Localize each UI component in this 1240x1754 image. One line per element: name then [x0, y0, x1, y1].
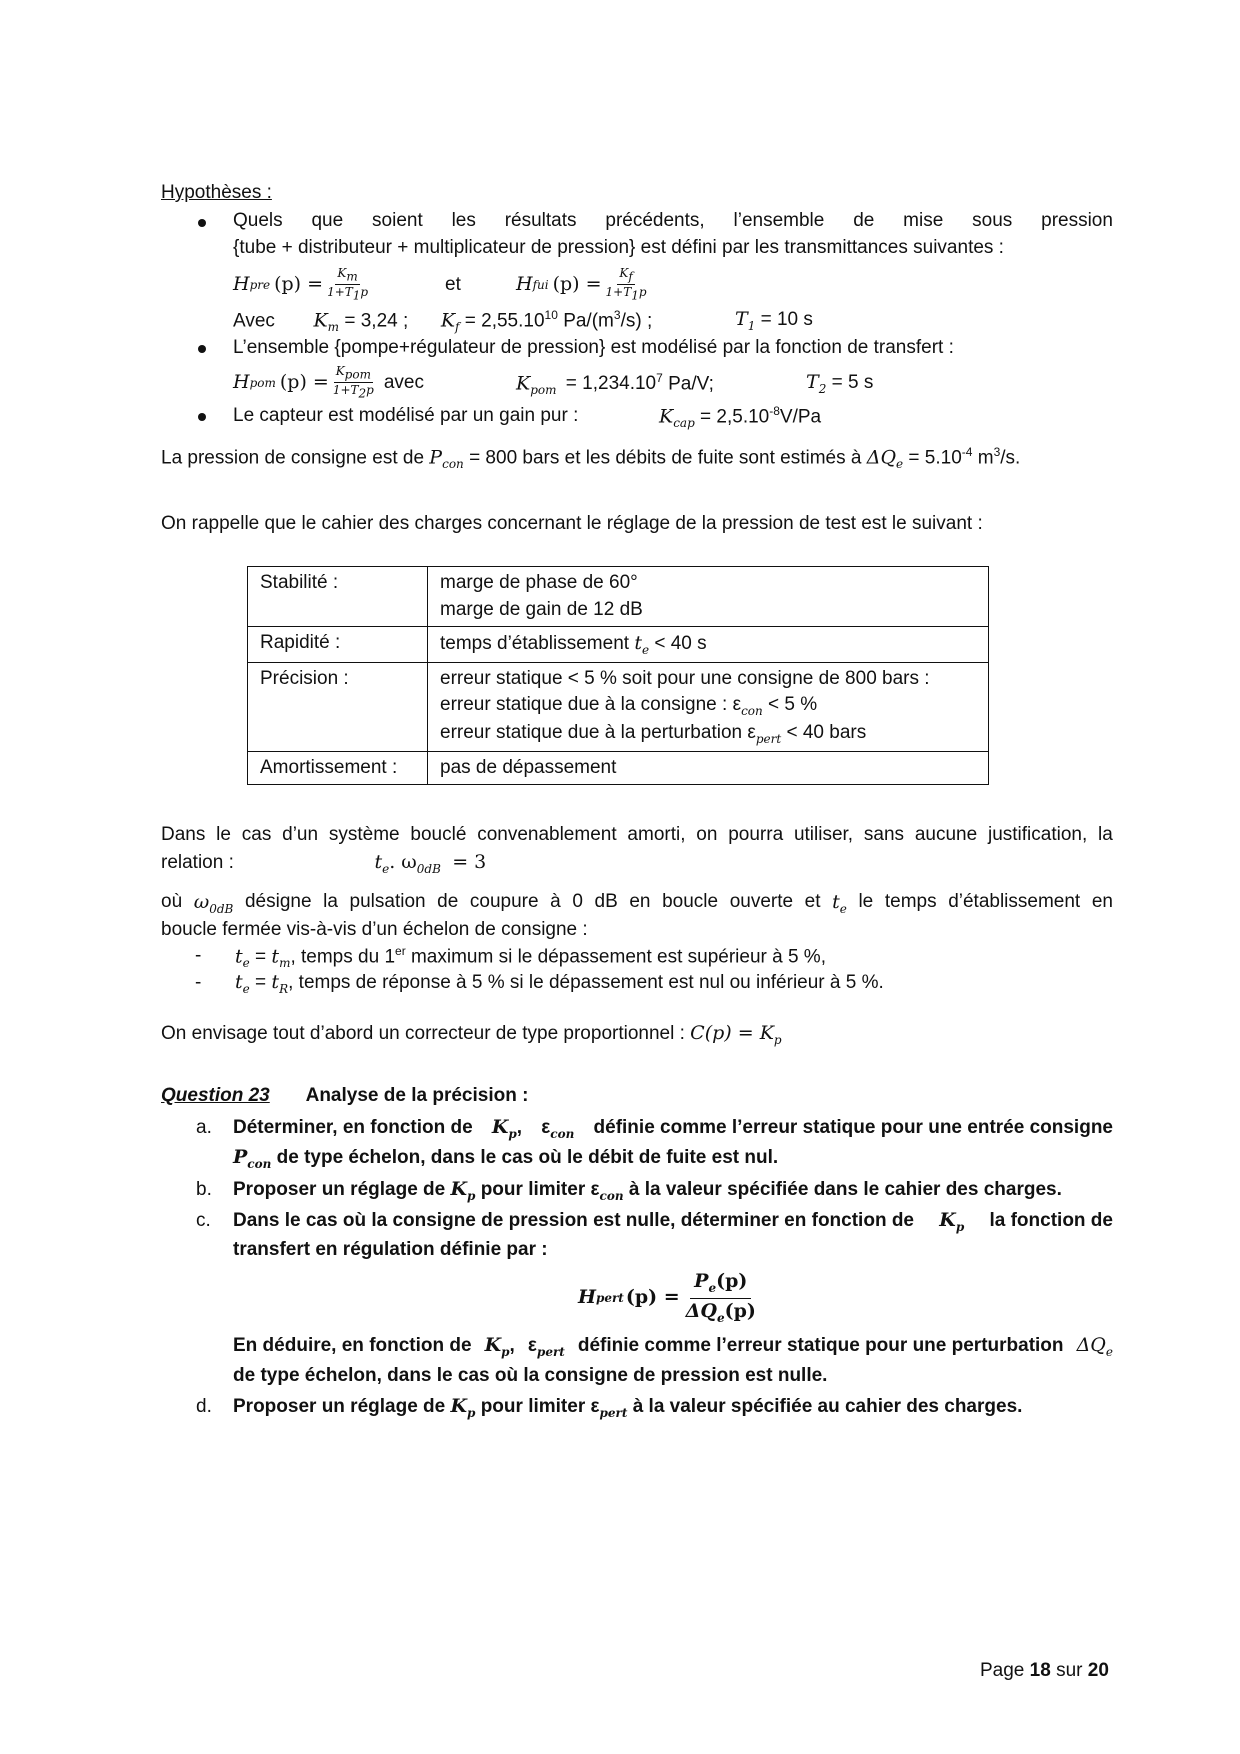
- word: la: [323, 891, 338, 912]
- question-c-line4: de type échelon, dans le cas où la consigne de pression est nulle.: [233, 1365, 828, 1386]
- word: on: [696, 824, 718, 845]
- item-letter-a: a.: [196, 1117, 212, 1138]
- omega-symbol: $\omega_{0dB}$: [193, 891, 234, 916]
- word: soient: [372, 210, 423, 231]
- word: justification,: [987, 824, 1088, 845]
- word: temps: [884, 891, 937, 912]
- table-row: [248, 567, 989, 627]
- corrector-sentence: On envisage tout d’abord un correcteur de type proportionnel : $C(p) = K_p$: [161, 1022, 782, 1047]
- table-cell-label: Amortissement :: [248, 751, 428, 785]
- h-pom-fraction: $\frac{K_{pom}}{1+T_2p}$: [332, 364, 374, 401]
- te-symbol: $t_e$: [832, 891, 847, 916]
- reminder-text: On rappelle que le cahier des charges concernant le réglage de la pression de test est le suivant :: [161, 513, 983, 534]
- word: Quels: [233, 210, 283, 231]
- bullet-marker: [198, 413, 206, 421]
- dash-marker: -: [195, 945, 202, 966]
- hypotheses-title: Hypothèses :: [161, 182, 272, 203]
- loop-where-line: [161, 891, 1113, 916]
- table-row: [248, 751, 989, 785]
- item-letter-d: d.: [196, 1396, 212, 1417]
- word: les: [451, 210, 476, 231]
- table-cell-label: Précision :: [248, 662, 428, 751]
- item-letter-b: b.: [196, 1179, 212, 1200]
- h-pre-fraction: $\frac{K_m}{1+T_1p}$: [327, 266, 369, 303]
- word: de: [853, 210, 875, 231]
- t2-value: $T_2 = 5$ s: [806, 371, 874, 396]
- dash-marker: -: [195, 972, 202, 993]
- word: d’un: [282, 824, 319, 845]
- word: pourra: [728, 824, 784, 845]
- h-fui-fraction: $\frac{K_f}{1+T_1p}$: [605, 266, 647, 303]
- word: cas: [241, 824, 272, 845]
- table-cell-value: marge de phase de 60° marge de gain de 12 dB: [428, 567, 989, 627]
- table-row: [248, 662, 989, 751]
- word: bouclé: [410, 824, 467, 845]
- bullet2-text: L’ensemble {pompe+régulateur de pression} est modélisé par la fonction de transfert :: [233, 337, 954, 358]
- question-a-line1: Déterminer, en fonction de $K_p$, $\varepsilon_{con}$ définie comme l’erreur statique pour une entrée consigne: [233, 1116, 1113, 1141]
- word: résultats: [504, 210, 577, 231]
- h-pom-formula: H pom (p) = $\frac{K_{pom}}{1+T_2p}$ avec: [233, 364, 424, 401]
- word: et: [804, 891, 821, 912]
- kcap-value: $K_{cap} = 2,5.10^{-8}V/Pa$: [659, 404, 822, 431]
- item-letter-c: c.: [196, 1210, 211, 1231]
- table-cell-label: Stabilité :: [248, 567, 428, 627]
- word: d’établissement: [948, 891, 1081, 912]
- word: sous: [972, 210, 1013, 231]
- loop-line3: boucle fermée vis-à-vis d’un échelon de consigne :: [161, 919, 588, 940]
- pressure-sentence: La pression de consigne est de $P_{con} = 800$ bars et les débits de fuite sont estimés à $\Delta Q_e = 5.10^{-4}$ $m^3/s$.: [161, 445, 1021, 472]
- word: où: [161, 891, 183, 912]
- word: désigne: [244, 891, 312, 912]
- kpom-value: $K_{pom} = 1,234.10^7$ Pa/V;: [516, 371, 714, 398]
- word: que: [311, 210, 344, 231]
- word: dB: [594, 891, 618, 912]
- word: t: [832, 891, 840, 913]
- t1-value: $T_1 = 10$ s: [735, 308, 813, 333]
- page-number: Page 18 sur 20: [980, 1660, 1109, 1681]
- loop-relation: relation : $t_e$. $\omega_{0dB} = 3$: [161, 851, 487, 876]
- word: en: [629, 891, 651, 912]
- word: à: [550, 891, 561, 912]
- question-c-line2: transfert en régulation définie par :: [233, 1239, 548, 1260]
- bullet-marker: [198, 219, 206, 227]
- word: Dans: [161, 824, 206, 845]
- table-cell-value: erreur statique < 5 % soit pour une consigne de 800 bars : erreur statique due à la consigne : $\varepsilon_{con} < 5$ % erreur statique due à la perturbation $\varepsilon_{pert} < 40$ bars: [428, 662, 989, 751]
- question-header: Question 23 Analyse de la précision :: [161, 1085, 529, 1106]
- word: le: [216, 824, 231, 845]
- word: la: [1098, 824, 1113, 845]
- word: coupure: [469, 891, 539, 912]
- word: le: [858, 891, 874, 912]
- word: l’ensemble: [733, 210, 825, 231]
- word: système: [328, 824, 400, 845]
- h-pert-fraction: $\frac{P_e(p)}{\Delta Q_e(p)}$: [685, 1269, 756, 1325]
- table-cell-value: pas de dépassement: [428, 751, 989, 785]
- question-c-line1: Dans le cas où la consigne de pression est nulle, déterminer en fonction de $K_p$ la fonction de: [233, 1209, 1113, 1234]
- word: pression: [1041, 210, 1113, 231]
- h-pert-formula: H pert (p) = $\frac{P_e(p)}{\Delta Q_e(p)}$: [578, 1266, 762, 1330]
- word: en: [1091, 891, 1113, 912]
- word: de: [437, 891, 459, 912]
- word: mise: [903, 210, 944, 231]
- h-pre-formula: H pre (p) = $\frac{K_m}{1+T_1p}$: [233, 266, 369, 303]
- bullet1-line2: {tube + distributeur + multiplicateur de pression} est défini par les transmittances suivantes :: [233, 237, 1004, 258]
- specs-table: [247, 566, 989, 785]
- table-row: [248, 627, 989, 663]
- et-label: et: [445, 274, 461, 295]
- loop-dash2: $t_e = t_R$, temps de réponse à 5 % si le dépassement est nul ou inférieur à 5 %.: [235, 971, 884, 996]
- loop-dash1: $t_e = t_m$, temps du 1er maximum si le dépassement est supérieur à 5 %,: [235, 944, 826, 971]
- word: ouverte: [729, 891, 794, 912]
- word: convenablement: [477, 824, 617, 845]
- word: amorti,: [627, 824, 686, 845]
- h-fui-formula: H fui (p) = $\frac{K_f}{1+T_1p}$: [516, 266, 647, 303]
- word: sans: [863, 824, 905, 845]
- question-c-line3: En déduire, en fonction de $K_p$, $\varepsilon_{pert}$ définie comme l’erreur statique pour une perturbation $\Delta Q_e$: [233, 1334, 1113, 1359]
- word: utiliser,: [793, 824, 854, 845]
- bullet1-line1: [233, 210, 1113, 232]
- loop-line1: [161, 824, 1113, 846]
- table-cell-value: temps d’établissement $t_e < 40$ s: [428, 627, 989, 663]
- word: aucune: [914, 824, 978, 845]
- question-b: Proposer un réglage de $K_p$ pour limiter $\varepsilon_{con}$ à la valeur spécifiée dans le cahier des charges.: [233, 1178, 1062, 1203]
- word: précédents,: [605, 210, 705, 231]
- bullet1-values: Avec $K_m = 3,24$ ; $K_f = 2,55.10^{10}$ $Pa/(m^3/s)$ ;: [233, 308, 653, 335]
- question-a-line2: $P_{con}$ de type échelon, dans le cas où le débit de fuite est nul.: [233, 1146, 779, 1171]
- word: ω: [193, 891, 210, 913]
- bullet3-text: Le capteur est modélisé par un gain pur :: [233, 405, 579, 426]
- word: boucle: [662, 891, 719, 912]
- table-cell-label: Rapidité :: [248, 627, 428, 663]
- word: 0: [572, 891, 583, 912]
- bullet-marker: [198, 345, 206, 353]
- question-d: Proposer un réglage de $K_p$ pour limiter $\varepsilon_{pert}$ à la valeur spécifiée au cahier des charges.: [233, 1395, 1023, 1420]
- word: pulsation: [349, 891, 426, 912]
